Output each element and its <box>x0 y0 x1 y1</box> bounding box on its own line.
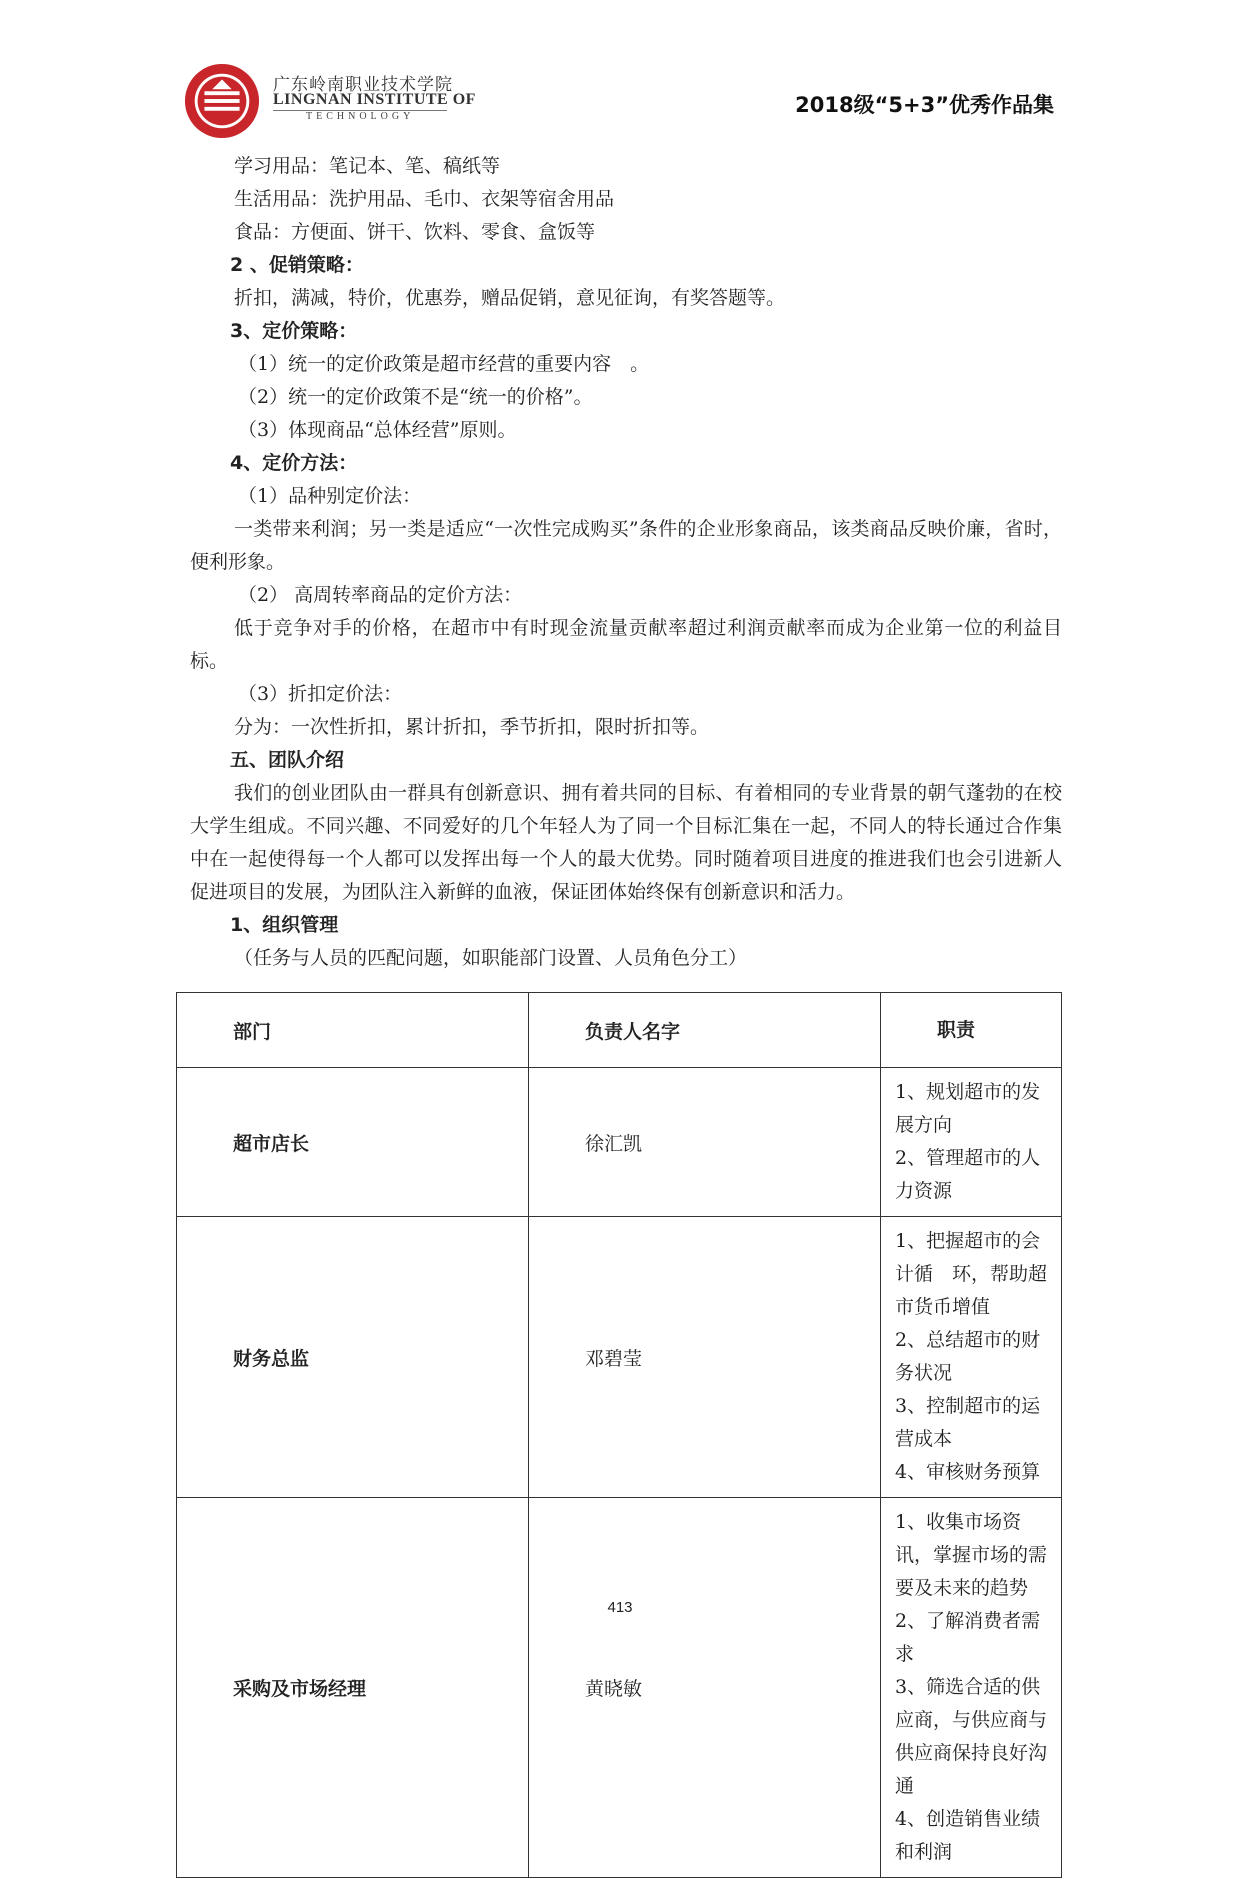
duty-item: 3、筛选合适的供应商，与供应商与供应商保持良好沟通 <box>895 1676 1048 1797</box>
pricing-item-1: （1）统一的定价政策是超市经营的重要内容 。 <box>238 353 650 375</box>
collection-title: 2018级“5+3”优秀作品集 <box>795 93 1054 117</box>
school-name-en-sub: TECHNOLOGY <box>306 111 415 122</box>
duty-item: 2、了解消费者需求 <box>895 1610 1041 1665</box>
method-2-text: 低于竞争对手的价格，在超市中有时现金流量贡献率超过利润贡献率而成为企业第一位的利益目标。 <box>190 617 1062 672</box>
duties-cell <box>881 1068 1062 1217</box>
org-table <box>176 992 1062 1878</box>
duties-cell <box>881 1217 1062 1498</box>
table-row <box>177 1068 1062 1217</box>
duty-item: 1、收集市场资讯，掌握市场的需要及未来的趋势 <box>895 1511 1048 1599</box>
school-seal-icon <box>183 62 261 140</box>
method-1-title: （1）品种别定价法： <box>238 485 422 507</box>
method-1-text: 一类带来利润；另一类是适应“一次性完成购买”条件的企业形象商品，该类商品反映价廉，省时，便利形象。 <box>190 518 1062 573</box>
dept-cell: 超市店长 <box>177 1068 529 1217</box>
duty-item: 4、审核财务预算 <box>895 1461 1041 1483</box>
name-cell: 黄晓敏 <box>529 1498 881 1878</box>
page-header <box>0 0 1240 140</box>
duty-item: 4、创造销售业绩和利润 <box>895 1808 1041 1863</box>
duty-item: 2、总结超市的财务状况 <box>895 1329 1041 1384</box>
team-intro-text: 我们的创业团队由一群具有创新意识、拥有着共同的目标、有着相同的专业背景的朝气蓬勃的在校大学生组成。不同兴趣、不同爱好的几个年轻人为了同一个目标汇集在一起，不同人的特长通过合作集中在一起使得每一个人都可以发挥出每一个人的最大优势。同时随着项目进度的推进我们也会引进新人促进项目的发展，为团队注入新鲜的血液，保证团体始终保有创新意识和活力。 <box>190 782 1062 903</box>
method-2-title: （2） 高周转率商品的定价方法： <box>238 584 523 606</box>
col-header-duties: 职责 <box>881 993 1062 1068</box>
dept-cell: 财务总监 <box>177 1217 529 1498</box>
pricing-item-2: （2）统一的定价政策不是“统一的价格”。 <box>238 386 593 408</box>
document-body <box>190 150 1062 975</box>
duty-item: 2、管理超市的人力资源 <box>895 1147 1041 1202</box>
page-number: 413 <box>607 1599 633 1616</box>
duty-item: 1、把握超市的会计循 环，帮助超市货币增值 <box>895 1230 1048 1318</box>
method-3-title: （3）折扣定价法： <box>238 683 403 705</box>
supplies-food: 食品：方便面、饼干、饮料、零食、盒饭等 <box>234 221 596 243</box>
supplies-study: 学习用品：笔记本、笔、稿纸等 <box>234 155 501 177</box>
duties-cell <box>881 1498 1062 1878</box>
name-cell: 邓碧莹 <box>529 1217 881 1498</box>
promotion-text: 折扣，满减，特价，优惠券，赠品促销，意见征询，有奖答题等。 <box>234 287 786 309</box>
pricing-item-3: （3）体现商品“总体经营”原则。 <box>238 419 517 441</box>
table-row <box>177 1498 1062 1878</box>
duty-item: 3、控制超市的运营成本 <box>895 1395 1041 1450</box>
heading-org: 1、组织管理 <box>230 914 339 936</box>
heading-pricing: 3、定价策略： <box>230 320 358 342</box>
school-name-cn: 广东岭南职业技术学院 <box>273 75 453 95</box>
org-note: （任务与人员的匹配问题，如职能部门设置、人员角色分工） <box>234 947 748 969</box>
heading-team: 五、团队介绍 <box>230 749 345 771</box>
table-header-row <box>177 993 1062 1068</box>
supplies-life: 生活用品：洗护用品、毛巾、衣架等宿舍用品 <box>234 188 615 210</box>
col-header-name: 负责人名字 <box>529 993 881 1068</box>
school-name-en: LINGNAN INSTITUTE OF <box>273 91 476 108</box>
table-row <box>177 1217 1062 1498</box>
dept-cell: 采购及市场经理 <box>177 1498 529 1878</box>
duty-item: 1、规划超市的发展方向 <box>895 1081 1041 1136</box>
name-cell: 徐汇凯 <box>529 1068 881 1217</box>
heading-method: 4、定价方法： <box>230 452 358 474</box>
heading-promotion: 2 、促销策略： <box>230 254 364 276</box>
method-3-text: 分为：一次性折扣，累计折扣，季节折扣，限时折扣等。 <box>234 716 710 738</box>
col-header-dept: 部门 <box>177 993 529 1068</box>
